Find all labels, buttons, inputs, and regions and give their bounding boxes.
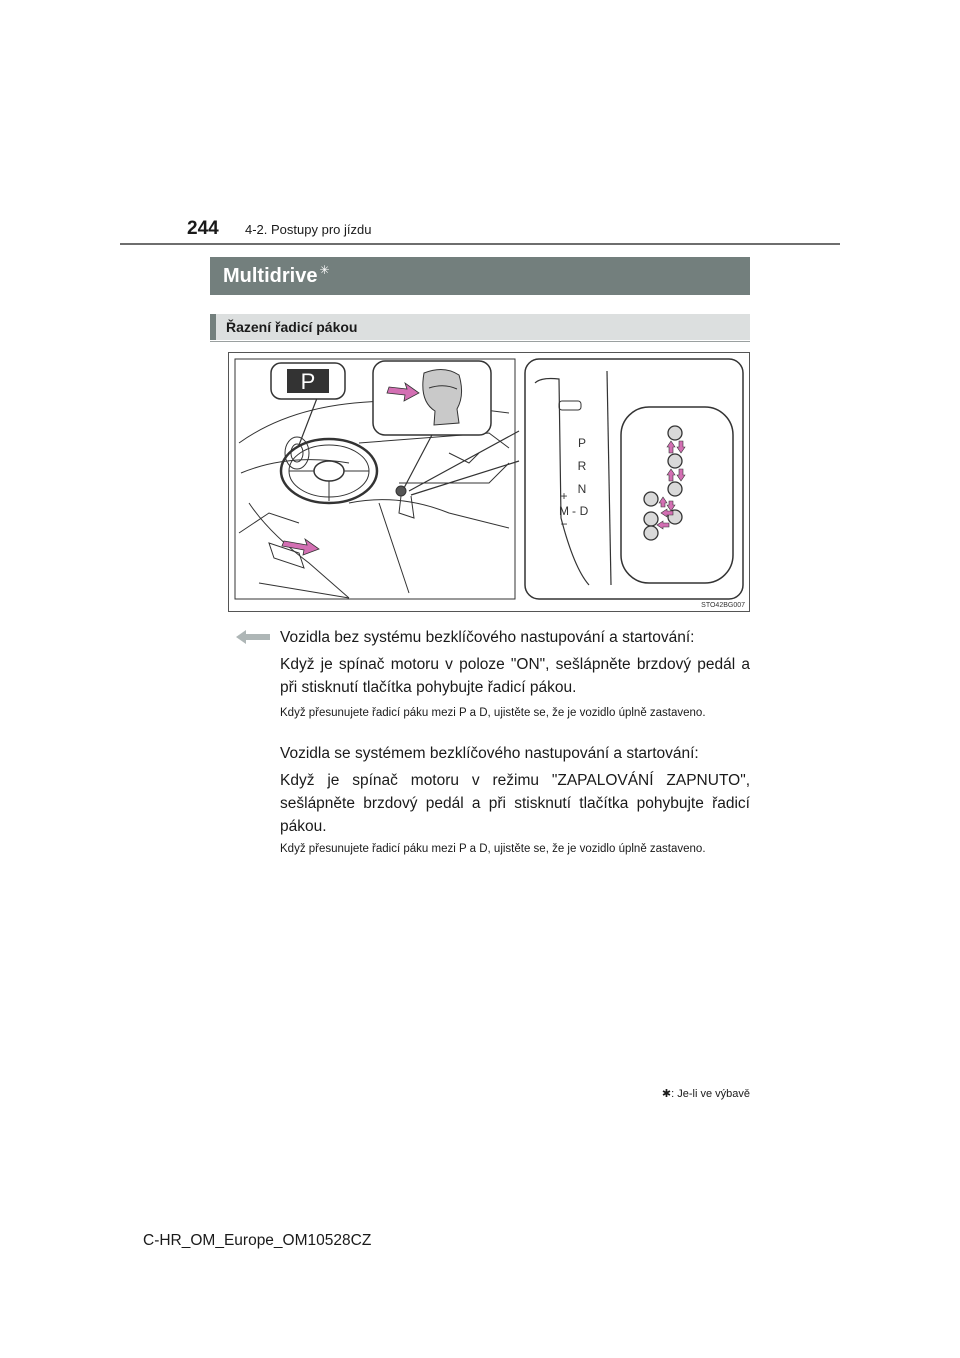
gate-label-n: N — [577, 482, 587, 496]
gate-label-r: R — [577, 459, 587, 473]
breadcrumb: 4-2. Postupy pro jízdu — [245, 222, 372, 237]
list-arrow-icon — [236, 629, 270, 645]
equipment-marker-icon: ✳ — [319, 263, 330, 277]
footnote-text: : Je-li ve výbavě — [671, 1088, 750, 1100]
subsection-title: Řazení řadicí pákou — [210, 314, 750, 340]
footnote-marker-icon: ✱ — [661, 1088, 672, 1100]
figure-code: STO42BG007 — [701, 602, 745, 609]
p-indicator-label: P — [300, 369, 316, 394]
shift-lever-illustration — [228, 352, 750, 612]
section-title-text: Multidrive — [223, 265, 318, 287]
gate-label-minus: − — [560, 517, 568, 531]
block1-note: Když přesunujete řadicí páku mezi P a D, ujistěte se, že je vozidlo úplně zastaveno. — [280, 707, 706, 719]
gate-label-m: M — [559, 504, 569, 518]
gate-label-plus: + — [560, 489, 568, 503]
block2-text: Když je spínač motoru v režimu "ZAPALOVÁNÍ ZAPNUTO", sešlápněte brzdový pedál a při stisknutí tlačítka pohybujte řadicí pákou. — [280, 772, 750, 835]
gate-label-d: D — [579, 504, 589, 518]
block1-heading: Vozidla bez systému bezklíčového nastupování a startování: — [280, 629, 695, 646]
section-title — [210, 257, 750, 295]
gate-label-p: P — [577, 436, 587, 450]
footer-document-code: C-HR_OM_Europe_OM10528CZ — [143, 1232, 372, 1249]
page-number: 244 — [187, 218, 219, 239]
footnote — [637, 1087, 750, 1100]
illustration-drawing — [229, 353, 749, 611]
gate-label-dash: - — [572, 504, 576, 518]
block2-note: Když přesunujete řadicí páku mezi P a D, ujistěte se, že je vozidlo úplně zastaveno. — [280, 843, 706, 855]
block1-text: Když je spínač motoru v poloze "ON", sešlápněte brzdový pedál a při stisknutí tlačítka pohybujte řadicí pákou. — [280, 656, 750, 696]
subsection-rule — [210, 341, 750, 342]
header-rule — [120, 243, 840, 245]
block2-heading: Vozidla se systémem bezklíčového nastupování a startování: — [280, 745, 699, 762]
gate-diagram-box — [525, 359, 743, 599]
